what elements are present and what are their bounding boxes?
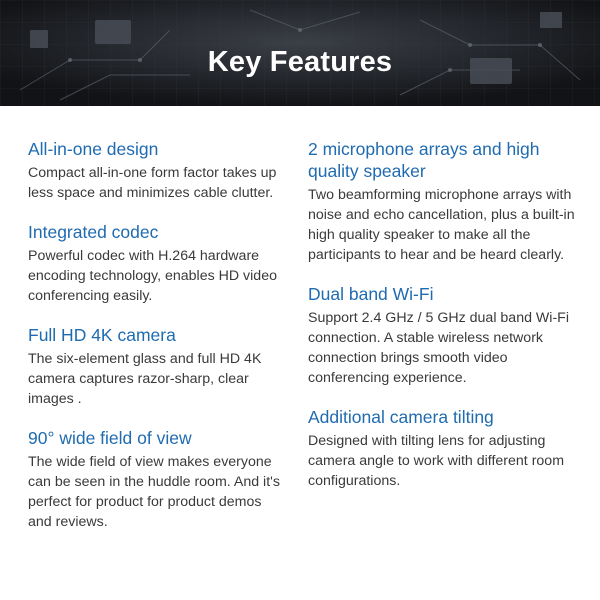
- feature-title: Integrated codec: [28, 222, 159, 242]
- feature-microphone-arrays: [308, 138, 576, 265]
- feature-description: Two beamforming microphone arrays with noise and echo cancellation, plus a built-in high quality speaker to make all the participants to hear and be heard clearly.: [308, 187, 575, 263]
- feature-full-hd-4k-camera: [28, 324, 286, 409]
- feature-description: Powerful codec with H.264 hardware encoding technology, enables HD video conferencing easily.: [28, 248, 277, 304]
- feature-description: Compact all-in-one form factor takes up less space and minimizes cable clutter.: [28, 165, 277, 201]
- feature-wide-field-of-view: [28, 427, 286, 532]
- feature-title: 90° wide field of view: [28, 428, 192, 448]
- feature-title: Full HD 4K camera: [28, 325, 176, 345]
- feature-camera-tilting: [308, 406, 576, 491]
- feature-description: Designed with tilting lens for adjusting camera angle to work with different room configurations.: [308, 433, 565, 489]
- page-title: Key Features: [207, 46, 393, 78]
- feature-dual-band-wifi: [308, 283, 576, 388]
- header-banner: [0, 0, 600, 106]
- feature-description: The six-element glass and full HD 4K camera captures razor-sharp, clear images .: [28, 351, 262, 407]
- feature-description: Support 2.4 GHz / 5 GHz dual band Wi-Fi connection. A stable wireless network connection brings smooth video conferencing experience.: [308, 310, 570, 386]
- features-column-left: [28, 138, 286, 550]
- feature-title: All-in-one design: [28, 139, 159, 159]
- feature-all-in-one-design: [28, 138, 286, 203]
- feature-title: Dual band Wi-Fi: [308, 284, 434, 304]
- feature-integrated-codec: [28, 221, 286, 306]
- feature-description: The wide field of view makes everyone can be seen in the huddle room. And it's perfect for product for product demos and reviews.: [28, 454, 280, 530]
- feature-title: Additional camera tilting: [308, 407, 494, 427]
- features-column-right: [308, 138, 576, 509]
- feature-title: 2 microphone arrays and high quality speaker: [308, 139, 540, 181]
